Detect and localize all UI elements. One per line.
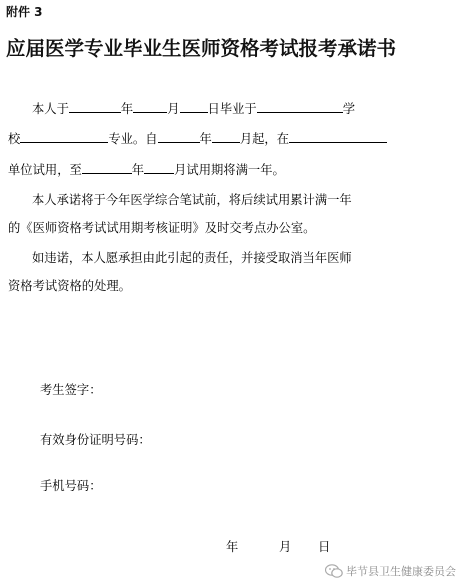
graduation-day-blank[interactable] <box>180 101 208 113</box>
paragraph-2-line-2: 的《医师资格考试试用期考核证明》及时交考点办公室。 <box>8 221 316 235</box>
text: 月 <box>167 102 180 116</box>
trial-start-month-blank[interactable] <box>212 131 240 143</box>
id-number-label: 有效身份证明号码： <box>40 433 151 447</box>
text: 如违诺，本人愿承担由此引起的责任，并接受取消当年医师 <box>32 251 352 265</box>
school-name-blank[interactable] <box>257 101 343 113</box>
paragraph-3-line-1 <box>8 250 458 266</box>
paragraph-3-line-2: 资格考试资格的处理。 <box>8 279 131 293</box>
text: 年 <box>120 102 134 116</box>
text: 专业。自 <box>108 132 158 146</box>
text: 日毕业于 <box>207 102 257 116</box>
text: 年 <box>199 132 212 146</box>
text: 校 <box>8 132 21 146</box>
text: 月起，在 <box>239 132 290 146</box>
text: 单位试用，至 <box>8 163 82 177</box>
signature-label: 考生签字： <box>40 383 102 397</box>
text: 月试用期将满一年。 <box>174 163 285 177</box>
date-month: 月 <box>279 540 292 554</box>
wechat-icon <box>325 564 343 578</box>
text: 学 <box>342 102 356 116</box>
watermark-text: 毕节县卫生健康委员会 <box>346 565 456 578</box>
trial-unit-blank[interactable] <box>289 131 387 143</box>
graduation-year-blank[interactable] <box>69 101 121 113</box>
major-blank[interactable] <box>20 131 108 143</box>
paragraph-1-line-3 <box>8 162 458 178</box>
paragraph-2-line-1 <box>8 192 458 208</box>
date-day: 日 <box>318 540 331 554</box>
phone-label: 手机号码： <box>40 479 102 493</box>
text: 本人于 <box>32 102 69 116</box>
graduation-month-blank[interactable] <box>133 101 167 113</box>
date-year: 年 <box>226 540 239 554</box>
paragraph-1-line-1 <box>8 101 458 117</box>
paragraph-1-line-2 <box>8 131 458 147</box>
trial-end-year-blank[interactable] <box>82 162 132 174</box>
trial-start-year-blank[interactable] <box>158 131 200 143</box>
watermark <box>325 563 456 579</box>
attachment-label: 附件 3 <box>6 5 43 19</box>
document-title: 应届医学专业毕业生医师资格考试报考承诺书 <box>6 37 397 60</box>
text: 年 <box>131 163 145 177</box>
text: 本人承诺将于今年医学综合笔试前，将后续试用累计满一年 <box>32 193 352 207</box>
trial-end-month-blank[interactable] <box>144 162 174 174</box>
